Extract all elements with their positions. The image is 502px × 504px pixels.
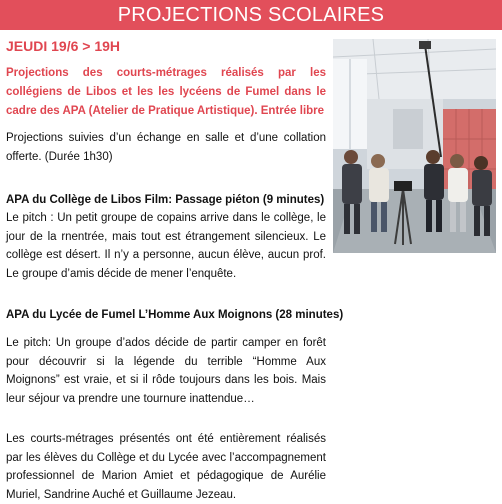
credits-text: Les courts-métrages présentés ont été entièrement réalisés par les élèves du Collège et du Lycée avec l’accompagnement professionnel de Marion Amiet et pédagogique de Aurélie Muriel, Sandrine Auché et Guillaume Jezeau. [6, 433, 326, 501]
film-2-heading: APA du Lycée de Fumel L’Homme Aux Moignons (28 minutes) [6, 309, 344, 321]
film-shoot-illustration [333, 39, 496, 253]
event-description: Projections suivies d’un échange en salle et d’une collation offerte. (Durée 1h30) [6, 132, 326, 163]
film-shoot-photo [333, 39, 496, 253]
film-1-heading: APA du Collège de Libos Film: Passage piéton (9 minutes) [6, 194, 325, 206]
film-1-pitch: Le pitch : Un petit groupe de copains arrive dans le collège, le jour de la rnentrée, mais tout est étrangement silencieux. Le collège est désert. Il n’y a personne, aucun élève, aucun prof. Le groupe d’amis décide de mener l’enquête. [6, 212, 326, 280]
film-2-pitch: Le pitch: Un groupe d’ados décide de partir camper en forêt pour découvrir si la légende du terrible “Homme Aux Moignons” est vraie, et si il rôde toujours dans les bois. Mais leur séjour va prendre une tournure inattendue… [6, 337, 326, 405]
page-banner: PROJECTIONS SCOLAIRES [0, 0, 502, 30]
event-date-time: JEUDI 19/6 > 19H [6, 38, 121, 54]
event-intro: Projections des courts-métrages réalisés par les collégiens de Libos et les les lycéens de Fumel dans le cadre des APA (Atelier de Pratique Artistique). Entrée libre [6, 67, 326, 117]
